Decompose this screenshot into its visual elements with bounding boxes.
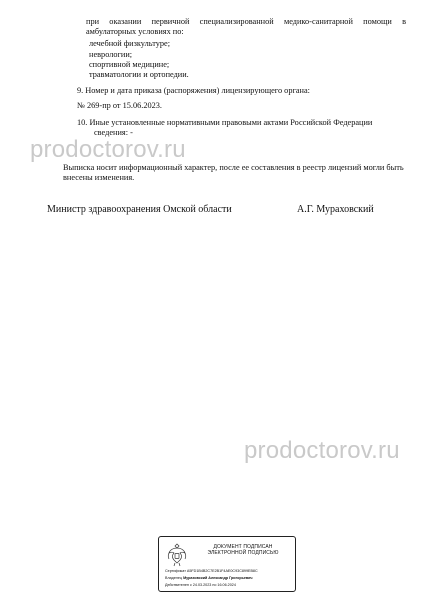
intro-text bbox=[86, 17, 406, 37]
stamp-validity: Действителен с 24.03.2023 по 16.06.2024 bbox=[165, 583, 236, 587]
coat-of-arms-icon bbox=[165, 541, 189, 567]
watermark-text: prodoctorov.ru bbox=[244, 437, 400, 464]
list-item: лечебной физкультуре; bbox=[89, 39, 170, 48]
watermark-text: prodoctorov.ru bbox=[30, 136, 186, 163]
owner-label: Владелец bbox=[165, 576, 183, 580]
notice-text: Выписка носит информационный характер, после ее составления в реестр лицензий могли быть bbox=[63, 163, 404, 172]
signer-title: Министр здравоохранения Омской области bbox=[47, 204, 232, 215]
section-9-label: 9. Номер и дата приказа (распоряжения) лицензирующего органа: bbox=[77, 86, 310, 95]
section-9-value: № 269-пр от 15.06.2023. bbox=[77, 101, 163, 110]
section-10-label: 10. Иные установленные нормативными правовыми актами Российской Федерации bbox=[77, 118, 373, 127]
notice-text: внесены изменения. bbox=[63, 173, 135, 182]
intro-paragraph: при оказании первичной специализированной медико-санитарной помощи в амбулаторных условиях по: bbox=[86, 17, 406, 36]
list-item: спортивной медицине; bbox=[89, 60, 170, 69]
certificate-label: Сертификат bbox=[165, 569, 186, 573]
stamp-owner bbox=[165, 576, 253, 581]
electronic-signature-stamp bbox=[158, 536, 296, 592]
stamp-certificate bbox=[165, 569, 258, 574]
certificate-value: A5FD1B4B2C7E2B1F4AE0C93C899EB8C bbox=[186, 569, 258, 573]
stamp-title bbox=[193, 544, 293, 556]
section-10-value: сведения: - bbox=[94, 128, 133, 137]
stamp-title-line: ДОКУМЕНТ ПОДПИСАН bbox=[213, 544, 273, 550]
list-item: травматологии и ортопедии. bbox=[89, 70, 189, 79]
signer-name: А.Г. Мураховский bbox=[297, 204, 374, 215]
list-item: неврологии; bbox=[89, 50, 133, 59]
owner-value: Мураховский Александр Григорьевич bbox=[183, 576, 253, 580]
stamp-title-line: ЭЛЕКТРОННОЙ ПОДПИСЬЮ bbox=[207, 550, 279, 556]
